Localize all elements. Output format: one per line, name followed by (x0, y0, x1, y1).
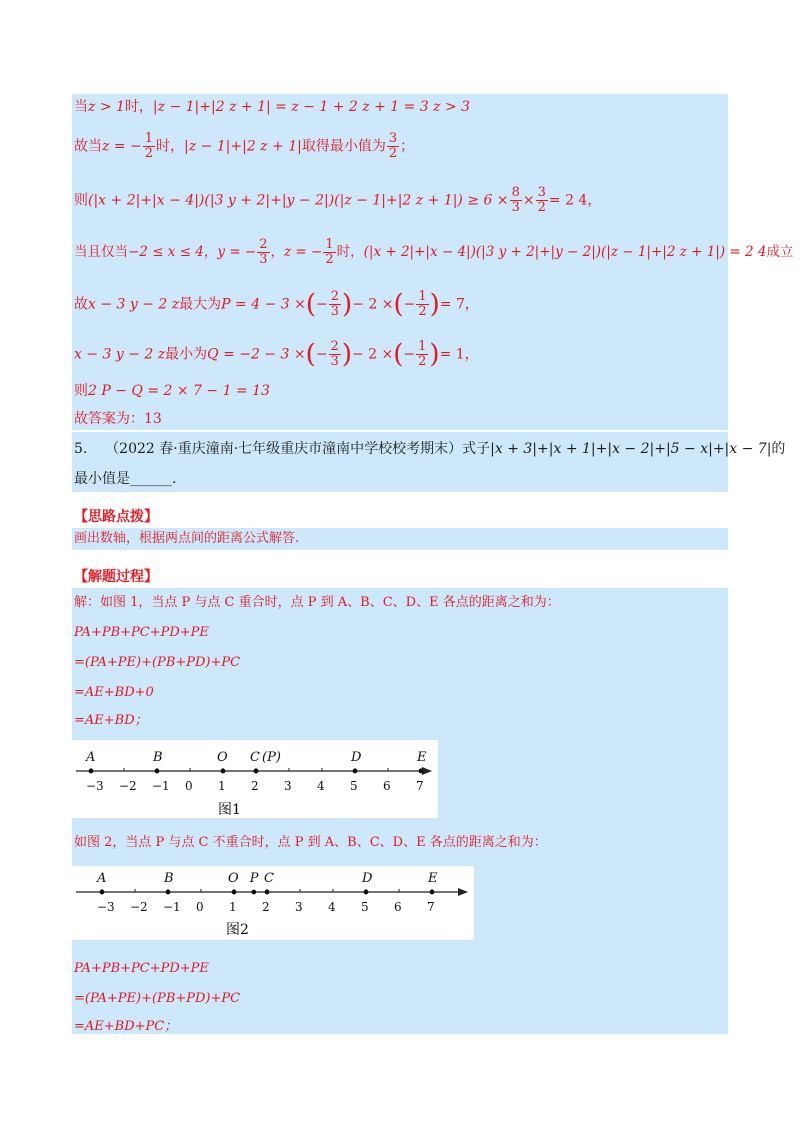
point-label-d: D (351, 750, 362, 765)
line-5: 故x − 3 y − 2 z最大为P = 4 − 3 ×(− $\frac{2}{3}$ )− 2 ×(− $\frac{1}{2}$ )= 7， (74, 289, 479, 320)
sol-line-9: =AE+BD+PC； (74, 1019, 178, 1034)
tick-label: −3 (97, 900, 115, 914)
figure-1 (72, 740, 438, 818)
point-label-p: (P) (262, 750, 281, 765)
tick-label: 3 (284, 779, 292, 793)
point-label-o: O (228, 871, 239, 886)
point-label-p: P (249, 871, 259, 886)
tick-label: 5 (361, 900, 369, 914)
tick-label: 0 (185, 779, 193, 793)
point-b (155, 769, 160, 774)
number-line-1 (72, 740, 438, 818)
tick-label: 2 (251, 779, 259, 793)
figure-2 (72, 866, 474, 940)
line-7: 则2 P − Q = 2 × 7 − 1 = 13 (74, 383, 270, 399)
point-label-a: A (97, 871, 107, 886)
point-e (419, 769, 424, 774)
tick-label: 6 (383, 779, 391, 793)
problem-line-1: 5. （2022 春·重庆潼南·七年级重庆市潼南中学校校考期末）式子|x + 3|+|x + 1|+|x − 2|+|5 − x|+|x − 7|的 (74, 441, 786, 457)
line-8: 故答案为：13 (74, 411, 162, 427)
tick-label: −2 (119, 779, 137, 793)
problem-line-2: 最小值是______. (74, 471, 177, 487)
sol-line-7: PA+PB+PC+PD+PE (74, 961, 209, 976)
tick-label: −1 (152, 779, 170, 793)
tick-label: −3 (86, 779, 104, 793)
tick-label: 1 (229, 900, 237, 914)
number-line-2 (72, 866, 474, 940)
sol-line-4: =AE+BD+0 (74, 685, 154, 700)
point-label-b: B (164, 871, 174, 886)
point-label-e: E (428, 871, 438, 886)
point-label-d: D (362, 871, 373, 886)
point-o (232, 890, 237, 895)
tick-label: −2 (130, 900, 148, 914)
sol-line-8: =(PA+PE)+(PB+PD)+PC (74, 991, 241, 1006)
point-c (265, 890, 270, 895)
point-label-e: E (417, 750, 427, 765)
solution-heading: 【解题过程】 (74, 569, 158, 585)
tick-label: 6 (394, 900, 402, 914)
hint-heading: 【思路点拨】 (74, 509, 158, 525)
hint-text: 画出数轴，根据两点间的距离公式解答. (74, 531, 300, 546)
tick-label: 3 (295, 900, 303, 914)
point-d (364, 890, 369, 895)
tick-label: 2 (262, 900, 270, 914)
tick-label: −1 (163, 900, 181, 914)
figure-2-caption: 图2 (226, 922, 249, 938)
point-p (251, 890, 256, 895)
point-a (89, 769, 94, 774)
line-1: 当z > 1时，|z − 1|+|2 z + 1| = z − 1 + 2 z + 1 = 3 z > 3 (74, 99, 471, 115)
point-label-c: C (250, 750, 260, 765)
point-label-c: C (264, 871, 274, 886)
axis-arrow (458, 888, 468, 896)
tick-label: 5 (350, 779, 358, 793)
line-4: 当且仅当−2 ≤ x ≤ 4，y = − $\frac{2}{3}$ ，z = − $\frac{1}{2}$ 时，(|x + 2|+|x − 4|)(|3 y + 2|+|y − 2|)(|z − 1|+|2 z + 1|) = 2 4成立 (74, 237, 794, 267)
point-o (221, 769, 226, 774)
tick-label: 0 (196, 900, 204, 914)
point-label-b: B (153, 750, 163, 765)
point-label-a: A (86, 750, 96, 765)
line-2: 故当z = − $\frac{1}{2}$ 时，|z − 1|+|2 z + 1|取得最小值为 $\frac{3}{2}$ ； (74, 131, 415, 161)
tick-label: 1 (218, 779, 226, 793)
tick-label: 4 (317, 779, 325, 793)
point-label-o: O (217, 750, 228, 765)
tick-label: 7 (416, 779, 424, 793)
sol-line-2: PA+PB+PC+PD+PE (74, 625, 209, 640)
figure-1-caption: 图1 (218, 802, 241, 818)
axis-arrow (422, 767, 432, 775)
tick-label: 7 (427, 900, 435, 914)
point-a (100, 890, 105, 895)
point-p (254, 769, 259, 774)
point-d (353, 769, 358, 774)
line-6: x − 3 y − 2 z最小为Q = −2 − 3 ×(− $\frac{2}{3}$ )− 2 ×(− $\frac{1}{2}$ )= 1， (74, 339, 479, 370)
sol-line-3: =(PA+PE)+(PB+PD)+PC (74, 655, 241, 670)
sol-line-1: 解：如图 1，当点 P 与点 C 重合时，点 P 到 A、B、C、D、E 各点的距离之和为： (74, 595, 560, 610)
tick-label: 4 (328, 900, 336, 914)
sol-line-6: 如图 2，当点 P 与点 C 不重合时，点 P 到 A、B、C、D、E 各点的距离之和为： (74, 835, 547, 850)
line-3: 则(|x + 2|+|x − 4|)(|3 y + 2|+|y − 2|)(|z − 1|+|2 z + 1|) ≥ 6 × $\frac{8}{3}$ × $\frac{3}{2}$ = 2 4， (74, 185, 602, 215)
point-b (166, 890, 171, 895)
sol-line-5: =AE+BD； (74, 713, 148, 728)
point-e (430, 890, 435, 895)
